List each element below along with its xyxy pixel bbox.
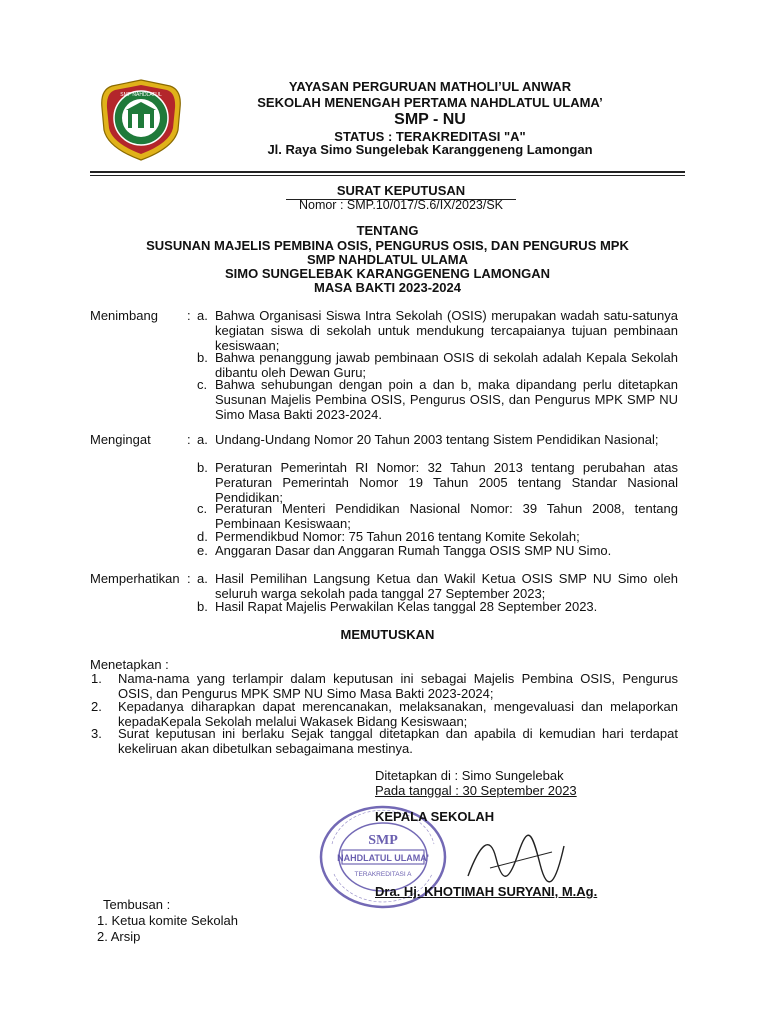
menimbang-label: Menimbang — [90, 308, 158, 323]
accreditation-status: STATUS : TERAKREDITASI "A" — [334, 129, 526, 144]
signature-position: KEPALA SEKOLAH — [375, 809, 495, 824]
svg-text:SMP NAHDLATUL: SMP NAHDLATUL — [120, 92, 162, 98]
menimbang-item: Bahwa penanggung jawab pembinaan OSIS di sekolah adalah Kepala Sekolah dibantu oleh Dewan Guru; — [215, 350, 678, 380]
school-name: SEKOLAH MENENGAH PERTAMA NAHDLATUL ULAMA’ — [257, 95, 603, 110]
stamp-top-text: SMP — [368, 833, 398, 848]
document-number: Nomor : SMP.10/017/S.6/IX/2023/SK — [298, 198, 504, 212]
principal-name: Dra. Hj. KHOTIMAH SURYANI, M.Ag. — [375, 884, 598, 899]
memperhatikan-item: Hasil Pemilihan Langsung Ketua dan Wakil Ketua OSIS SMP NU Simo oleh seluruh warga sekolah pada tanggal 27 September 2023; — [215, 571, 678, 601]
tembusan-item: 2. Arsip — [97, 929, 141, 944]
tembusan-label: Tembusan : — [103, 897, 171, 912]
header-rule-thick — [90, 171, 685, 173]
memutuskan-heading: MEMUTUSKAN — [340, 627, 435, 642]
menetapkan-item: Surat keputusan ini berlaku Sejak tanggal ditetapkan dan apabila di kemudian hari terdapat kekeliruan akan dibetulkan sebagaimana mestinya. — [118, 726, 678, 756]
menimbang-letter: a. — [197, 308, 208, 323]
mengingat-item: Permendikbud Nomor: 75 Tahun 2016 tentang Komite Sekolah; — [215, 529, 580, 544]
mengingat-letter: c. — [197, 501, 208, 516]
memperhatikan-colon: : — [187, 571, 191, 586]
mengingat-letter: e. — [197, 543, 208, 558]
school-address: Jl. Raya Simo Sungelebak Karanggeneng Lamongan — [267, 142, 593, 157]
mengingat-item: Undang-Undang Nomor 20 Tahun 2003 tentang Sistem Pendidikan Nasional; — [215, 432, 659, 447]
mengingat-item: Peraturan Menteri Pendidikan Nasional Nomor: 39 Tahun 2008, tentang Pembinaan Kesiswaan; — [215, 501, 678, 531]
foundation-name: YAYASAN PERGURUAN MATHOLI’UL ANWAR — [288, 79, 572, 94]
menetapkan-number: 1. — [91, 671, 102, 686]
school-short-name: SMP - NU — [394, 111, 466, 128]
tembusan-item: 1. Ketua komite Sekolah — [97, 913, 238, 928]
mengingat-label: Mengingat — [90, 432, 151, 447]
menimbang-letter: c. — [197, 377, 208, 392]
memperhatikan-letter: a. — [197, 571, 208, 586]
subject-line-1: SUSUNAN MAJELIS PEMBINA OSIS, PENGURUS OSIS, DAN PENGURUS MPK — [146, 238, 629, 253]
memperhatikan-label: Memperhatikan — [90, 571, 180, 586]
subject-line-3: SIMO SUNGELEBAK KARANGGENENG LAMONGAN — [224, 266, 550, 281]
mengingat-letter: a. — [197, 432, 208, 447]
menimbang-colon: : — [187, 308, 191, 323]
memperhatikan-letter: b. — [197, 599, 208, 614]
menimbang-letter: b. — [197, 350, 208, 365]
subject-line-2: SMP NAHDLATUL ULAMA — [306, 252, 469, 267]
signature-place: Ditetapkan di : Simo Sungelebak — [375, 768, 564, 783]
document-heading: SURAT KEPUTUSAN — [286, 183, 516, 200]
menetapkan-item: Nama-nama yang terlampir dalam keputusan ini sebagai Majelis Pembina OSIS, Pengurus OSIS, dan Pengurus MPK SMP NU Simo Masa Bakti 2023-2024; — [118, 671, 678, 701]
mengingat-item: Anggaran Dasar dan Anggaran Rumah Tangga OSIS SMP NU Simo. — [215, 543, 612, 558]
mengingat-item: Peraturan Pemerintah RI Nomor: 32 Tahun 2013 tentang perubahan atas Peraturan Pemerintah Nomor 19 Tahun 2005 tentang Standar Nasional Pendidikan; — [215, 460, 678, 505]
mengingat-colon: : — [187, 432, 191, 447]
menetapkan-label: Menetapkan : — [90, 657, 169, 672]
menetapkan-number: 3. — [91, 726, 102, 741]
menimbang-item: Bahwa sehubungan dengan poin a dan b, maka dipandang perlu ditetapkan Susunan Majelis Pembina OSIS, Pengurus OSIS, dan Pengurus MPK SMP NU Simo Masa Bakti 2023-2024. — [215, 377, 678, 422]
stamp-bottom-text: TERAKREDITASI A — [354, 871, 412, 878]
menimbang-item: Bahwa Organisasi Siswa Intra Sekolah (OSIS) merupakan wadah satu-satunya kegiatan siswa di sekolah untuk mendukung tercapaianya tujuan pembinaan kesiswaan; — [215, 308, 678, 353]
memperhatikan-item: Hasil Rapat Majelis Perwakilan Kelas tanggal 28 September 2023. — [215, 599, 598, 614]
mengingat-letter: d. — [197, 529, 208, 544]
menetapkan-item: Kepadanya diharapkan dapat merencanakan, melaksanakan, mengevaluasi dan melaporkan kepadaKepala Sekolah melalui Wakasek Bidang Kesiswaan; — [118, 699, 678, 729]
stamp-middle-text: NAHDLATUL ULAMA' — [337, 853, 429, 863]
signature-date: Pada tanggal : 30 September 2023 — [375, 783, 577, 798]
subject-line-4: MASA BAKTI 2023-2024 — [314, 280, 461, 295]
mengingat-letter: b. — [197, 460, 208, 475]
tentang-label: TENTANG — [356, 223, 419, 238]
menetapkan-number: 2. — [91, 699, 102, 714]
header-rule-thin — [90, 175, 685, 176]
